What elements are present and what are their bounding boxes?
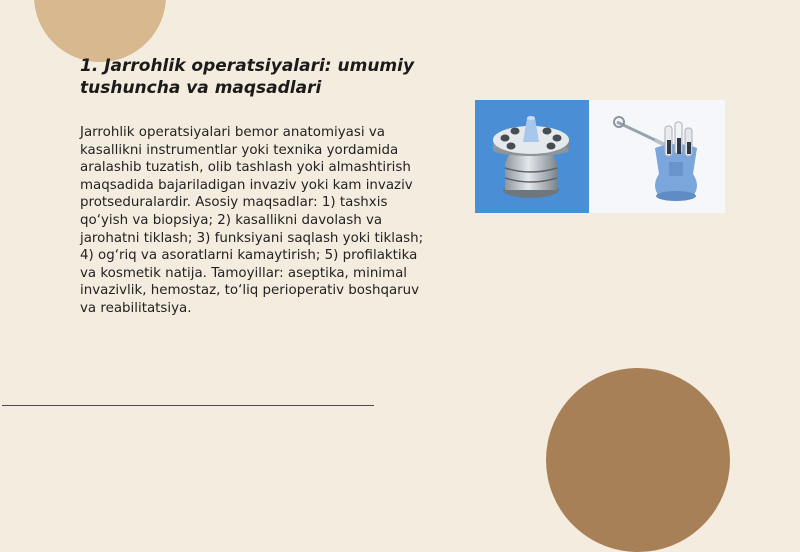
instrument-holder-photo [589,100,725,213]
surgical-instruments-image [475,100,725,213]
slide-title: 1. Jarrohlik operatsiyalari: umumiy tushuncha va maqsadlari [80,56,415,98]
decorative-circle-top [34,0,166,62]
sterilizer-device-icon [475,100,589,213]
instrument-holder-icon [589,100,725,213]
slide-body-text: Jarrohlik operatsiyalari bemor anatomiyasi va kasallikni instrumentlar yoki texnika yordamida aralashib tuzatish, olib tashlash yoki almashtirish maqsadida bajariladigan invaziv yoki kam invaziv protseduralardir. Asosiy maqsadlar: 1) tashxis qo‘yish va biopsiya; 2) kasallikni davolash va jarohatni tiklash; 3) funksiyani saqlash yoki tiklash; 4) og‘riq va asoratlarni kamaytirish; 5) profilaktika va kosmetik natija. Tamoyillar: aseptika, minimal invazivlik, hemostaz, to‘liq perioperativ boshqaruv va reabilitatsiya. [80,125,424,316]
divider-line [2,405,374,406]
instrument-sterilizer-photo [475,100,589,213]
decorative-circle-bottom [546,368,730,552]
